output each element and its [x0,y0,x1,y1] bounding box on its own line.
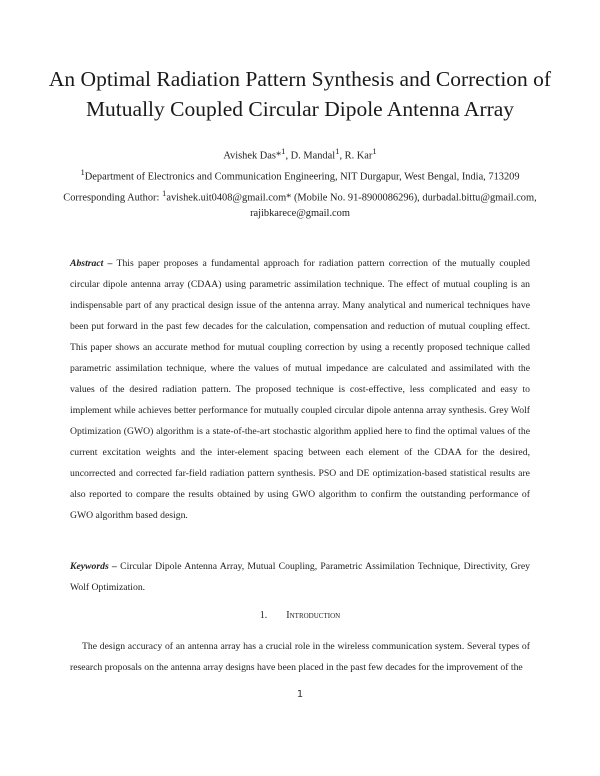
page-number: 1 [296,689,304,700]
paper-title: An Optimal Radiation Pattern Synthesis and Correction of Mutually Coupled Circular Dipole Antenna Array [48,67,552,121]
author-3: , R. Kar [339,150,373,162]
abstract-text: This paper proposes a fundamental approach for radiation pattern correction of the mutually coupled circular dipole antenna array (CDAA) using parametric assimilation technique. The effect of mutual coupling is an indispensable part of any practical design issue of the antenna array. Many analytical and numerical techniques have been put forward in the past few decades for the calculation, compensation and reduction of mutual coupling effect. This paper shows an accurate method for mutual coupling correction by using a recently proposed technique called parametric assimilation technique, where the values of mutual impedance are calculated and assimilated with the values of the desired radiation pattern. The proposed technique is cost-effective, less complicated and easy to implement while achieves better performance for mutually coupled circular dipole antenna array synthesis. Grey Wolf Optimization (GWO) algorithm is a state-of-the-art stochastic algorithm applied here to find the optimal values of the current excitation weights and the inter-element spacing between each element of the CDAA for the desired, uncorrected and corrected far-field radiation pattern synthesis. PSO and DE optimization-based statistical results are also reported to compare the results obtained by using GWO algorithm to confirm the outstanding performance of GWO algorithm based design. [70,258,531,521]
intro-paragraph: The design accuracy of an antenna array has a crucial role in the wireless communication system. Several types of research proposals on the antenna array designs have been placed in the past few decades for the improvement of the [70,641,530,673]
affiliation-text: Department of Electronics and Communication Engineering, NIT Durgapur, West Bengal, India, 713209 [84,171,520,183]
corresponding-emails: avishek.uit0408@gmail.com* (Mobile No. 91-8900086296), durbadal.bittu@gmail.com, [166,192,537,204]
author-1-affil-mark: 1 [281,146,286,156]
section-heading [30,610,570,621]
abstract [70,253,530,526]
abstract-label: Abstract – [70,258,113,269]
corresponding-email-line2: rajibkarece@gmail.com [250,208,350,219]
keywords-text: Circular Dipole Antenna Array, Mutual Coupling, Parametric Assimilation Technique, Directivity, Grey Wolf Optimization. [70,561,530,593]
section-title: Introduction [286,610,341,621]
corresponding-mark: 1 [162,188,167,198]
author-2-affil-mark: 1 [335,146,340,156]
keywords [70,556,530,598]
corresponding-label: Corresponding Author: [63,192,163,204]
author-3-affil-mark: 1 [372,146,377,156]
section-number: 1. [259,610,268,621]
author-2: , D. Mandal [285,150,336,162]
affiliation [30,165,570,184]
corresponding-author [30,186,570,205]
keywords-label: Keywords – [70,561,117,572]
affiliation-mark: 1 [80,167,85,177]
author-1: Avishek Das* [223,150,282,162]
author-list [30,144,570,163]
